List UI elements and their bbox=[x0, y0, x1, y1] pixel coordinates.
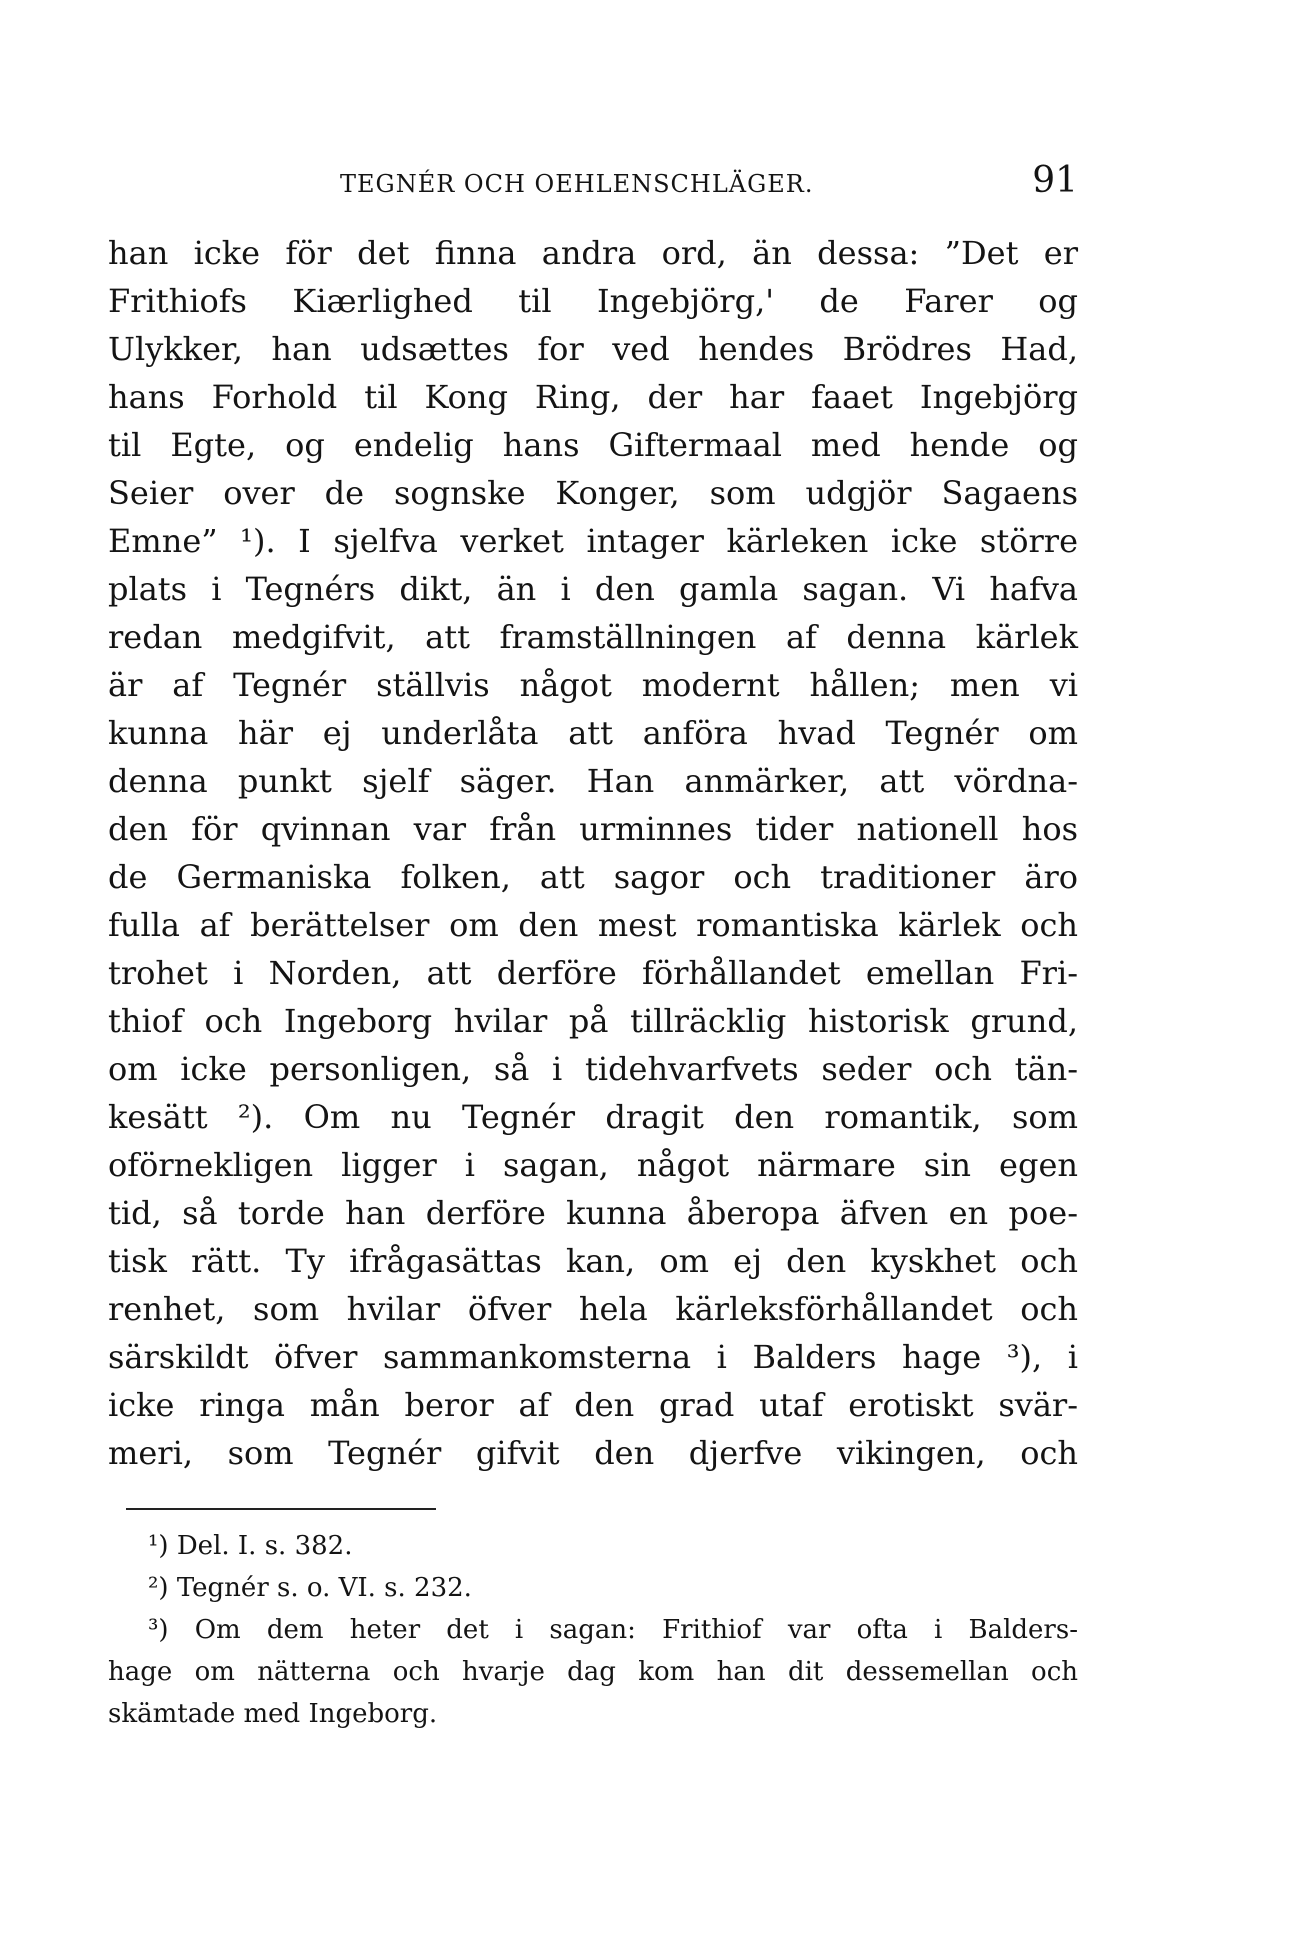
text-line: oförnekligen ligger i sagan, något närmare sin egen bbox=[108, 1146, 1078, 1184]
footnote-divider bbox=[126, 1508, 436, 1510]
text-line: om icke personligen, så i tidehvarfvets seder och tän- bbox=[108, 1050, 1078, 1088]
footnote-3-line-3: skämtade med Ingeborg. bbox=[108, 1699, 438, 1729]
footnote-3-line-1: ³) Om dem heter det i sagan: Frithiof var ofta i Balders- bbox=[148, 1615, 1078, 1645]
footnotes bbox=[108, 1525, 1078, 1735]
text-line: meri, som Tegnér gifvit den djerfve vikingen, och bbox=[108, 1434, 1078, 1472]
page-header bbox=[108, 160, 1078, 210]
text-line: han icke för det finna andra ord, än dessa: ”Det er bbox=[108, 234, 1078, 272]
footnote-1: ¹) Del. I. s. 382. bbox=[148, 1531, 353, 1561]
text-line: Frithiofs Kiærlighed til Ingebjörg,' de Farer og bbox=[108, 282, 1078, 320]
text-line: Ulykker, han udsættes for ved hendes Brödres Had, bbox=[108, 330, 1078, 368]
text-line: renhet, som hvilar öfver hela kärleksförhållandet och bbox=[108, 1290, 1078, 1328]
footnote-3-line-2: hage om nätterna och hvarje dag kom han dit dessemellan och bbox=[108, 1657, 1078, 1687]
text-line: de Germaniska folken, att sagor och traditioner äro bbox=[108, 858, 1078, 896]
text-line: är af Tegnér ställvis något modernt hållen; men vi bbox=[108, 666, 1078, 704]
running-head: TEGNÉR OCH OEHLENSCHLÄGER. bbox=[340, 170, 814, 198]
text-line: trohet i Norden, att derföre förhållandet emellan Fri- bbox=[108, 954, 1078, 992]
body-text bbox=[108, 229, 1078, 1477]
text-line: denna punkt sjelf säger. Han anmärker, att vördna- bbox=[108, 762, 1078, 800]
text-line: tid, så torde han derföre kunna åberopa äfven en poe- bbox=[108, 1194, 1078, 1232]
text-line: särskildt öfver sammankomsterna i Balders hage ³), i bbox=[108, 1338, 1078, 1376]
text-line: thiof och Ingeborg hvilar på tillräcklig historisk grund, bbox=[108, 1002, 1078, 1040]
text-line: fulla af berättelser om den mest romantiska kärlek och bbox=[108, 906, 1078, 944]
text-line: tisk rätt. Ty ifrågasättas kan, om ej den kyskhet och bbox=[108, 1242, 1078, 1280]
text-line: icke ringa mån beror af den grad utaf erotiskt svär- bbox=[108, 1386, 1078, 1424]
text-line: kesätt ²). Om nu Tegnér dragit den romantik, som bbox=[108, 1098, 1078, 1136]
text-line: den för qvinnan var från urminnes tider nationell hos bbox=[108, 810, 1078, 848]
page-number: 91 bbox=[1032, 160, 1078, 201]
text-line: hans Forhold til Kong Ring, der har faaet Ingebjörg bbox=[108, 378, 1078, 416]
text-line: redan medgifvit, att framställningen af denna kärlek bbox=[108, 618, 1078, 656]
text-line: kunna här ej underlåta att anföra hvad Tegnér om bbox=[108, 714, 1078, 752]
text-line: plats i Tegnérs dikt, än i den gamla sagan. Vi hafva bbox=[108, 570, 1078, 608]
text-line: til Egte, og endelig hans Giftermaal med hende og bbox=[108, 426, 1078, 464]
text-line: Emne” ¹). I sjelfva verket intager kärleken icke större bbox=[108, 522, 1078, 560]
footnote-2: ²) Tegnér s. o. VI. s. 232. bbox=[148, 1573, 472, 1603]
text-line: Seier over de sognske Konger, som udgjör Sagaens bbox=[108, 474, 1078, 512]
